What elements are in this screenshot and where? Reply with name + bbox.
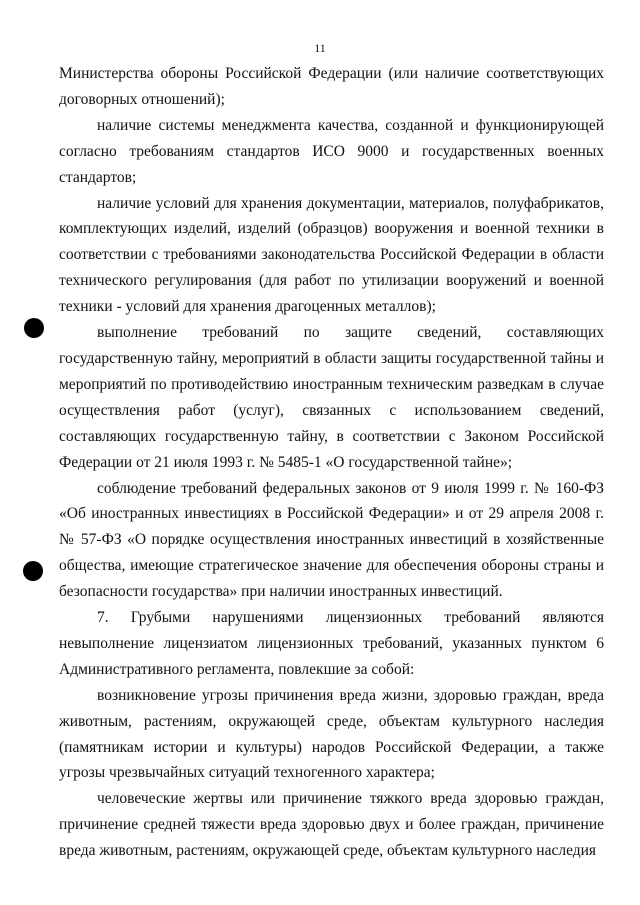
paragraph-storage-conditions: наличие условий для хранения документации, материалов, полуфабрикатов, комплектующих изделий, изделий (образцов) вооружения и военной техники в соответствии с требованиями законодательства Российской Федерации в области технического регулирования (для работ по утилизации вооружений и военной техники - условий для хранения драгоценных металлов); (59, 194, 604, 316)
paragraph-foreign-investment: соблюдение требований федеральных законов от 9 июля 1999 г. № 160-ФЗ «Об иностранных инвестициях в Российской Федерации» и от 29 апреля 2008 г. № 57-ФЗ «О порядке осуществления иностранных инвестиций в хозяйственные общества, имеющие стратегическое значение для обеспечения обороны страны и безопасности государства» при наличии иностранных инвестиций. (59, 479, 604, 601)
document-body (59, 61, 604, 864)
punch-hole-mark (24, 318, 44, 338)
paragraph-continuation: Министерства обороны Российской Федерации (или наличие соответствующих договорных отношений); (59, 65, 604, 108)
paragraph-state-secret-protection: выполнение требований по защите сведений, составляющих государственную тайну, мероприятий в области защиты государственной тайны и мероприятий по противодействию иностранным техническим разведкам в случае осуществления работ (услуг), связанных с использованием сведений, составляющих государственную тайну, в соответствии с Законом Российской Федерации от 21 июля 1993 г. № 5485-1 «О государственной тайне»; (59, 324, 604, 471)
paragraph-gross-violations: 7. Грубыми нарушениями лицензионных требований являются невыполнение лицензиатом лицензионных требований, указанных пунктом 6 Административного регламента, повлекшие за собой: (59, 609, 604, 678)
paragraph-casualties: человеческие жертвы или причинение тяжкого вреда здоровью граждан, причинение средней тяжести вреда здоровью двух и более граждан, причинение вреда животным, растениям, окружающей среде, объектам культурного наследия (59, 790, 604, 860)
paragraph-quality-management: наличие системы менеджмента качества, созданной и функционирующей согласно требованиям стандартов ИСО 9000 и государственных военных стандартов; (59, 116, 604, 186)
punch-hole-mark (23, 561, 43, 581)
page-number: 11 (314, 41, 326, 55)
paragraph-harm-threat: возникновение угрозы причинения вреда жизни, здоровью граждан, вреда животным, растениям, окружающей среде, объектам культурного наследия (памятникам истории и культуры) народов Российской Федерации, а также угрозы чрезвычайных ситуаций техногенного характера; (59, 686, 604, 782)
